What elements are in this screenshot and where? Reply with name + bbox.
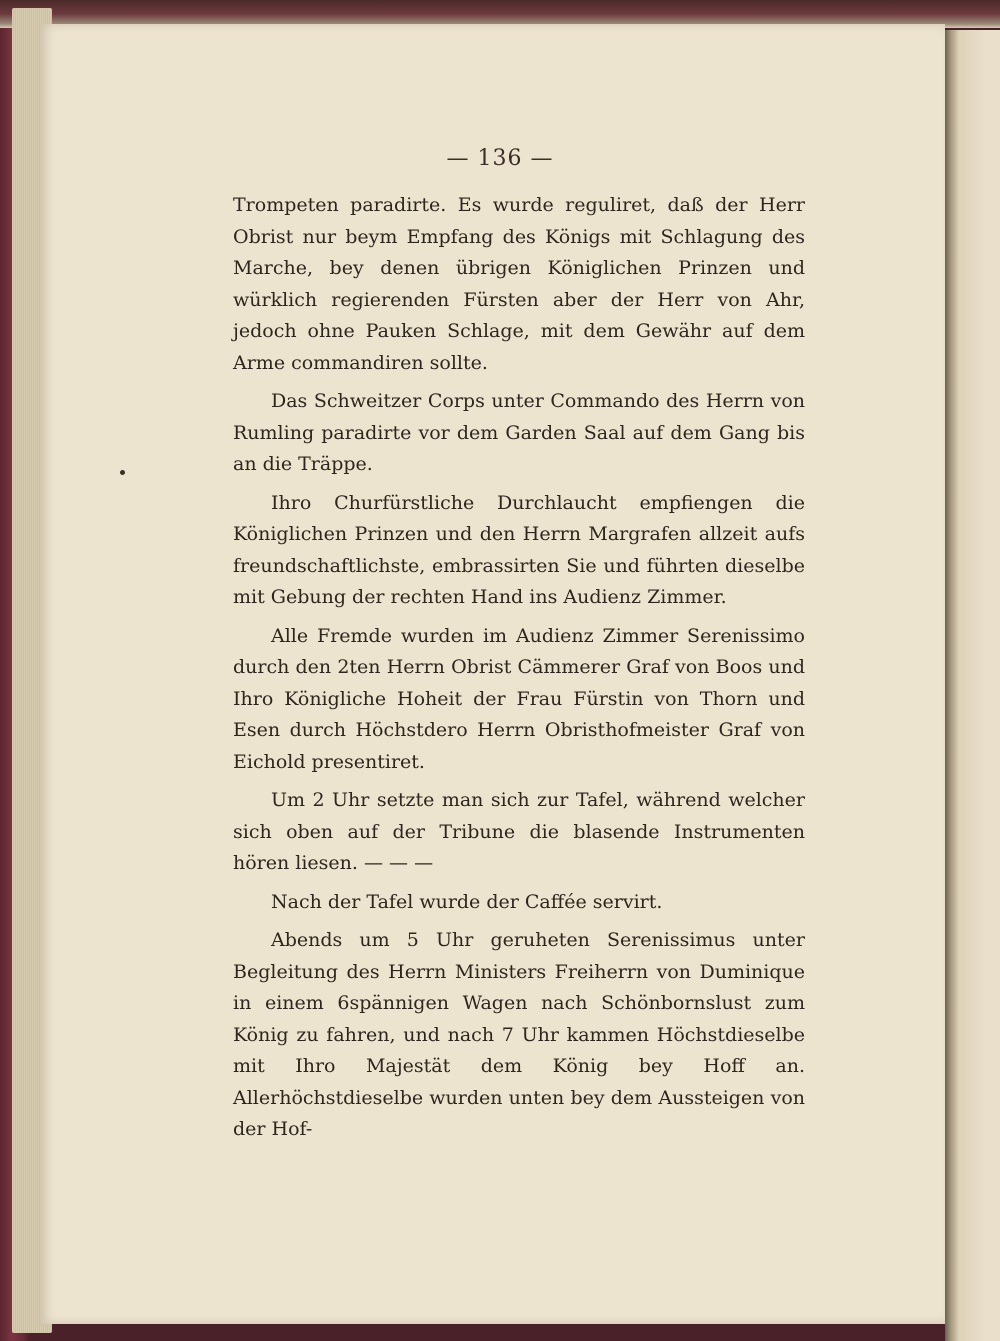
paragraph: Alle Fremde wurden im Audienz Zimmer Serenissimo durch den 2ten Herrn Obrist Cämmerer Graf von Boos und Ihro Königliche Hoheit der Frau Fürstin von Thorn und Esen durch Höchstdero Herrn Obristhofmeister Graf von Eichold presentiret. — [233, 624, 805, 773]
paragraph: Nach der Tafel wurde der Caffée servirt. — [271, 890, 663, 913]
paragraph: Abends um 5 Uhr geruheten Serenissimus unter Begleitung des Herrn Ministers Freiherrn von Duminique in einem 6spännigen Wagen nach Schönbornslust zum König zu fahren, und nach 7 Uhr kammen Höchstdieselbe mit Ihro Majestät dem König bey Hoff an. Allerhöchstdieselbe wurden unten bey dem Aussteigen von der Hof- — [233, 929, 805, 1140]
paragraph: Ihro Churfürstliche Durchlaucht empfiengen die Königlichen Prinzen und den Herrn Margrafen allzeit aufs freundschaftlichste, embrassirten Sie und führten dieselbe mit Gebung der rechten Hand ins Audienz Zimmer. — [233, 491, 805, 608]
body-text — [233, 190, 805, 1153]
ink-speck — [120, 470, 125, 475]
paragraph: Das Schweitzer Corps unter Commando des Herrn von Rumling paradirte vor dem Garden Saal auf dem Gang bis an die Träppe. — [233, 390, 805, 475]
paragraph: Trompeten paradirte. Es wurde reguliret, daß der Herr Obrist nur beym Empfang des Königs mit Schlagung des Marche, bey denen übrigen Königlichen Prinzen und würklich regierenden Fürsten aber der Herr von Ahr, jedoch ohne Pauken Schlage, mit dem Gewähr auf dem Arme commandiren sollte. — [233, 194, 805, 374]
page-number: — 136 — — [446, 146, 554, 171]
facing-page-edge — [945, 30, 1000, 1341]
paragraph: Um 2 Uhr setzte man sich zur Tafel, während welcher sich oben auf der Tribune die blasende Instrumenten hören liesen. — — — — [233, 789, 805, 874]
